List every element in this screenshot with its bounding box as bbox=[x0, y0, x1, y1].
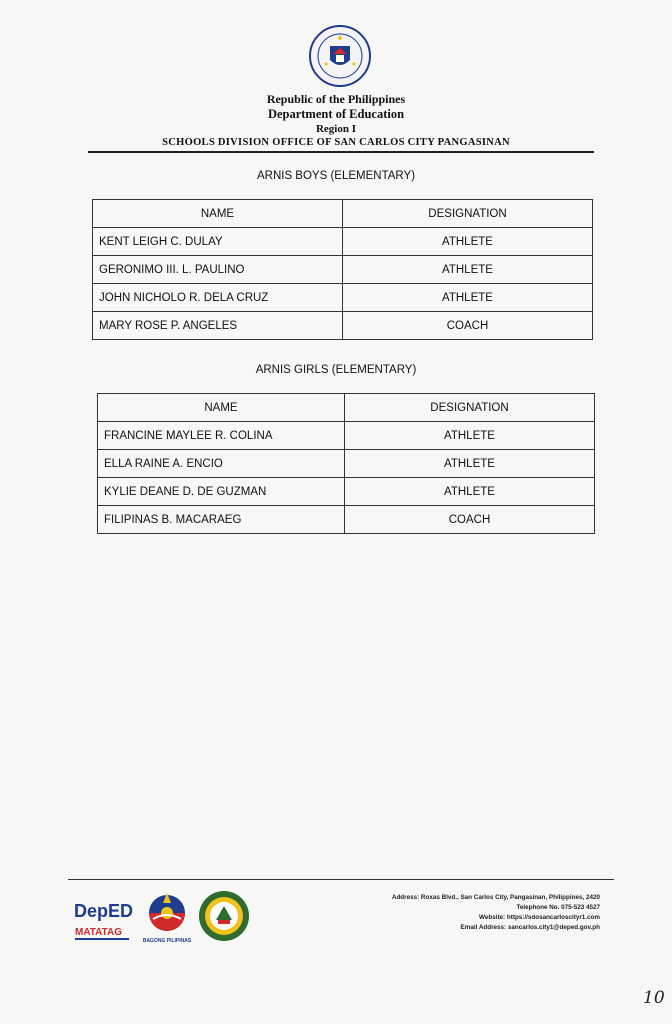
table-header-row bbox=[93, 200, 593, 228]
header-division-office: SCHOOLS DIVISION OFFICE OF SAN CARLOS CITY PANGASINAN bbox=[162, 137, 510, 148]
name-column-header: NAME bbox=[93, 200, 343, 228]
boys-section-title: ARNIS BOYS (ELEMENTARY) bbox=[256, 170, 416, 182]
table-header-row bbox=[98, 394, 595, 422]
table-row bbox=[98, 422, 595, 450]
table-row bbox=[98, 506, 595, 534]
designation-value: ATHLETE bbox=[343, 228, 593, 256]
designation-column-header: DESIGNATION bbox=[343, 200, 593, 228]
athlete-name: JOHN NICHOLO R. DELA CRUZ bbox=[93, 284, 343, 312]
page-number: 10 bbox=[643, 988, 665, 1008]
header-divider bbox=[88, 151, 594, 153]
footer-divider bbox=[68, 879, 614, 880]
girls-section-title: ARNIS GIRLS (ELEMENTARY) bbox=[255, 364, 417, 376]
deped-seal-icon bbox=[308, 24, 372, 88]
athlete-name: GERONIMO III. L. PAULINO bbox=[93, 256, 343, 284]
designation-value: COACH bbox=[343, 312, 593, 340]
deped-matatag-logo bbox=[72, 895, 134, 943]
telephone-text: Telephone No. 075-523 4527 bbox=[516, 904, 600, 911]
table-row bbox=[93, 228, 593, 256]
deped-logo-text: DepED bbox=[74, 901, 134, 921]
designation-value: COACH bbox=[345, 506, 595, 534]
designation-value: ATHLETE bbox=[345, 478, 595, 506]
table-row bbox=[93, 284, 593, 312]
designation-value: ATHLETE bbox=[343, 256, 593, 284]
coach-name: MARY ROSE P. ANGELES bbox=[93, 312, 343, 340]
header-department: Department of Education bbox=[267, 107, 405, 121]
website-link[interactable]: Website: https://sdosancarloscityr1.com bbox=[479, 914, 600, 921]
bagong-logo-text: BAGONG PILIPINAS bbox=[142, 938, 192, 944]
name-column-header: NAME bbox=[98, 394, 345, 422]
header-region: Region I bbox=[315, 123, 357, 135]
table-row bbox=[93, 256, 593, 284]
athlete-name: FRANCINE MAYLEE R. COLINA bbox=[98, 422, 345, 450]
athlete-name: KYLIE DEANE D. DE GUZMAN bbox=[98, 478, 345, 506]
email-link[interactable]: Email Address: sancarlos.city1@deped.gov.ph bbox=[460, 924, 600, 931]
bagong-pilipinas-logo bbox=[141, 891, 193, 945]
contact-info bbox=[392, 893, 600, 933]
athlete-name: ELLA RAINE A. ENCIO bbox=[98, 450, 345, 478]
table-row bbox=[98, 450, 595, 478]
boys-roster-table bbox=[92, 199, 593, 340]
athlete-name: KENT LEIGH C. DULAY bbox=[93, 228, 343, 256]
table-row bbox=[98, 478, 595, 506]
header-republic: Republic of the Philippines bbox=[266, 92, 406, 106]
coach-name: FILIPINAS B. MACARAEG bbox=[98, 506, 345, 534]
address-text: Address: Roxas Blvd., San Carlos City, Pangasinan, Philippines, 2420 bbox=[391, 894, 600, 901]
designation-column-header: DESIGNATION bbox=[345, 394, 595, 422]
designation-value: ATHLETE bbox=[345, 450, 595, 478]
matatag-logo-text: MATATAG bbox=[75, 927, 123, 938]
sdo-seal-icon bbox=[198, 890, 250, 942]
girls-roster-table bbox=[97, 393, 595, 534]
designation-value: ATHLETE bbox=[345, 422, 595, 450]
designation-value: ATHLETE bbox=[343, 284, 593, 312]
table-row bbox=[93, 312, 593, 340]
